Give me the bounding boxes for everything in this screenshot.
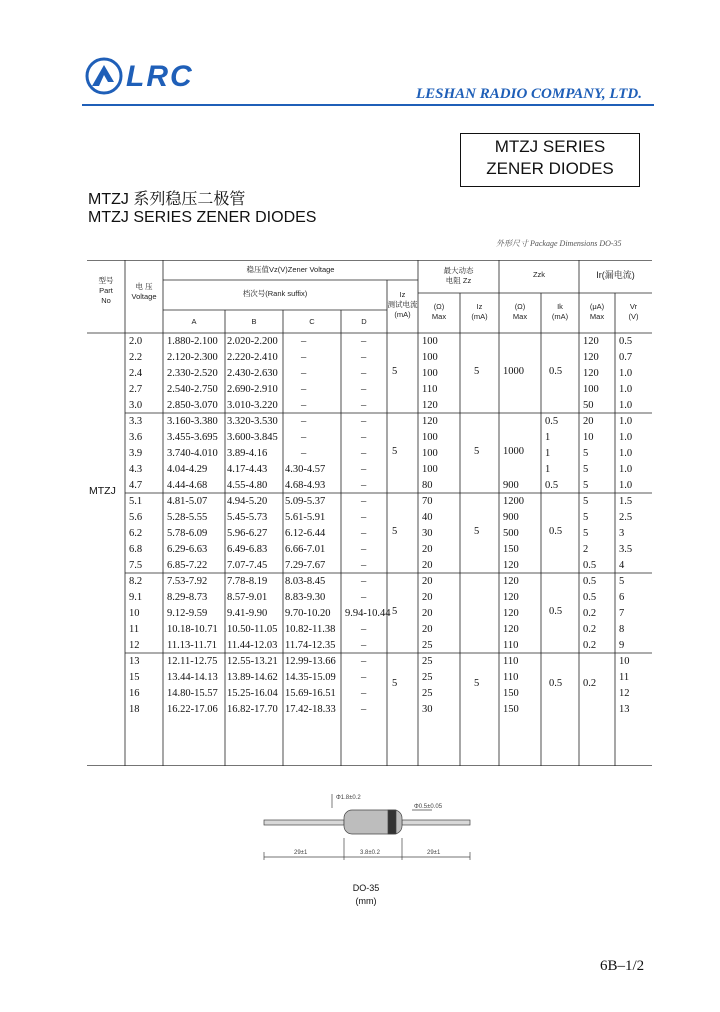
do35-package-diagram <box>262 786 472 876</box>
merged-ik: 0.5 <box>549 366 563 377</box>
title-chinese: MTZJ 系列稳压二极管 <box>88 191 246 208</box>
cell-c: 8.83-9.30 <box>285 592 326 603</box>
cell-vr: 0.7 <box>619 352 633 363</box>
cell-v: 6.8 <box>129 544 143 555</box>
cell-ir: 5 <box>583 448 589 459</box>
cell-d: – <box>361 592 367 603</box>
cell-ik: 0.5 <box>545 416 559 427</box>
cell-c: 4.68-4.93 <box>285 480 326 491</box>
cell-b: 4.94-5.20 <box>227 496 268 507</box>
header-ir-max <box>579 302 615 322</box>
header-vr <box>615 302 652 322</box>
cell-ir: 5 <box>583 528 589 539</box>
header-iz2-unit: (mA) <box>471 312 488 321</box>
cell-c: 5.61-5.91 <box>285 512 326 523</box>
header-voltage-cn: 电 压 <box>135 282 153 291</box>
cell-zzk: 120 <box>503 608 519 619</box>
cell-c: – <box>301 336 307 347</box>
cell-ir: 5 <box>583 496 589 507</box>
merged-iz-test: 5 <box>392 606 398 617</box>
cell-zz: 30 <box>422 528 433 539</box>
cell-v: 12 <box>129 640 140 651</box>
header-zz-cn: 最大动态 <box>443 266 474 275</box>
cell-zz: 30 <box>422 704 433 715</box>
cell-vr: 12 <box>619 688 630 699</box>
cell-v: 6.2 <box>129 528 143 539</box>
cell-ik: 1 <box>545 432 551 443</box>
cell-d: – <box>361 336 367 347</box>
cell-ir: 0.2 <box>583 608 597 619</box>
cell-b: 16.82-17.70 <box>227 704 278 715</box>
dim-left-lead: 29±1 <box>294 850 308 856</box>
cell-ir: 0.5 <box>583 592 597 603</box>
cell-a: 7.53-7.92 <box>167 576 208 587</box>
cell-c: 5.09-5.37 <box>285 496 326 507</box>
merged-iz-test: 5 <box>392 526 398 537</box>
header-iz-test-unit: (mA) <box>394 310 411 319</box>
cell-ir: 0.2 <box>583 624 597 635</box>
cell-b: 4.55-4.80 <box>227 480 268 491</box>
cell-a: 6.29-6.63 <box>167 544 208 555</box>
cell-a: 6.85-7.22 <box>167 560 208 571</box>
cell-d: – <box>361 560 367 571</box>
cell-a: 4.81-5.07 <box>167 496 208 507</box>
cell-vr: 8 <box>619 624 625 635</box>
cell-ir: 0.5 <box>583 576 597 587</box>
cell-zz: 25 <box>422 640 433 651</box>
cell-zzk: 110 <box>503 672 519 683</box>
series-box <box>460 133 640 187</box>
cell-b: 7.78-8.19 <box>227 576 268 587</box>
cell-c: – <box>301 384 307 395</box>
cell-v: 11 <box>129 624 140 635</box>
cell-b: 5.45-5.73 <box>227 512 268 523</box>
cell-c: 10.82-11.38 <box>285 624 336 635</box>
cell-a: 9.12-9.59 <box>167 608 208 619</box>
cell-b: 10.50-11.05 <box>227 624 278 635</box>
header-rank-b: B <box>251 317 257 326</box>
cell-d: – <box>361 432 367 443</box>
cell-ir: 5 <box>583 480 589 491</box>
cell-a: 3.740-4.010 <box>167 448 218 459</box>
cell-vr: 1.0 <box>619 416 633 427</box>
cell-zz: 100 <box>422 432 438 443</box>
cell-b: 2.690-2.910 <box>227 384 278 395</box>
cell-b: 15.25-16.04 <box>227 688 278 699</box>
cell-a: 12.11-12.75 <box>167 656 218 667</box>
header-rank-d: D <box>361 317 367 326</box>
cell-vr: 1.0 <box>619 400 633 411</box>
cell-c: 12.99-13.66 <box>285 656 336 667</box>
cell-c: 17.42-18.33 <box>285 704 336 715</box>
cell-b: 3.320-3.530 <box>227 416 278 427</box>
cell-b: 2.430-2.630 <box>227 368 278 379</box>
header-ik <box>541 302 579 322</box>
cell-c: 7.29-7.67 <box>285 560 326 571</box>
cell-c: – <box>301 400 307 411</box>
cell-vr: 5 <box>619 576 625 587</box>
cell-ir: 100 <box>583 384 599 395</box>
merged-iz2: 5 <box>474 678 480 689</box>
cell-ir: 5 <box>583 464 589 475</box>
cell-v: 13 <box>129 656 140 667</box>
header-part-no-label: No <box>101 296 111 305</box>
cell-d: – <box>361 416 367 427</box>
cell-b: 12.55-13.21 <box>227 656 278 667</box>
header-zener-voltage: 稳压值Vz(V)Zener Voltage <box>246 265 335 274</box>
merged-ik: 0.5 <box>549 526 563 537</box>
cell-vr: 0.5 <box>619 336 633 347</box>
cell-b: 3.010-3.220 <box>227 400 278 411</box>
cell-c: – <box>301 352 307 363</box>
header-ik-unit: (mA) <box>551 312 569 321</box>
cell-b: 3.89-4.16 <box>227 448 268 459</box>
cell-b: 4.17-4.43 <box>227 464 268 475</box>
cell-v: 15 <box>129 672 140 683</box>
cell-v: 3.6 <box>129 432 143 443</box>
cell-a: 5.28-5.55 <box>167 512 208 523</box>
cell-vr: 7 <box>619 608 625 619</box>
part-family-label: MTZJ <box>89 485 116 497</box>
cell-vr: 1.0 <box>619 432 633 443</box>
header-zzk-max <box>499 302 541 322</box>
cell-zz: 100 <box>422 448 438 459</box>
cell-a: 13.44-14.13 <box>167 672 218 683</box>
cell-d: – <box>361 352 367 363</box>
header-zzk-unit: (Ω) <box>514 302 526 311</box>
cell-vr: 1.0 <box>619 368 633 379</box>
cell-b: 2.020-2.200 <box>227 336 278 347</box>
cell-a: 10.18-10.71 <box>167 624 218 635</box>
cell-c: – <box>301 416 307 427</box>
header-iz-test <box>387 290 418 320</box>
cell-v: 8.2 <box>129 576 143 587</box>
cell-d: – <box>361 544 367 555</box>
cell-a: 1.880-2.100 <box>167 336 218 347</box>
cell-d: – <box>361 464 367 475</box>
cell-d: – <box>361 576 367 587</box>
cell-zzk: 120 <box>503 592 519 603</box>
cell-c: 8.03-8.45 <box>285 576 326 587</box>
cell-ik: 1 <box>545 448 551 459</box>
header-zzk-group: Zzk <box>532 270 546 279</box>
cell-d: – <box>361 384 367 395</box>
header-iz-test-cn: 测试电流 <box>387 300 418 309</box>
cell-zzk: 900 <box>503 480 519 491</box>
cell-zz: 25 <box>422 656 433 667</box>
cell-vr: 13 <box>619 704 630 715</box>
cell-zz: 20 <box>422 576 433 587</box>
header-ik-symbol: Ik <box>557 302 563 311</box>
header-voltage-en: Voltage <box>131 292 157 301</box>
cell-zzk: 150 <box>503 544 519 555</box>
cell-b: 11.44-12.03 <box>227 640 278 651</box>
cell-d: – <box>361 400 367 411</box>
merged-ir: 0.2 <box>583 678 597 689</box>
header-zz-symbol: 电阻 Zz <box>445 276 472 285</box>
diagram-caption-package: DO-35 <box>352 883 380 893</box>
cell-zz: 80 <box>422 480 433 491</box>
cell-zz: 120 <box>422 416 438 427</box>
cell-v: 9.1 <box>129 592 143 603</box>
cell-zz: 120 <box>422 400 438 411</box>
header-part-cn: 型号 <box>98 276 114 285</box>
cell-zzk: 150 <box>503 704 519 715</box>
header-zz-group <box>418 266 499 286</box>
cell-d: – <box>361 624 367 635</box>
merged-iz-test: 5 <box>392 446 398 457</box>
header-zzk-max-label: Max <box>512 312 528 321</box>
cell-b: 9.41-9.90 <box>227 608 268 619</box>
cell-c: – <box>301 432 307 443</box>
merged-iz2: 5 <box>474 446 480 457</box>
cell-zz: 20 <box>422 624 433 635</box>
cell-b: 13.89-14.62 <box>227 672 278 683</box>
cell-ir: 0.2 <box>583 640 597 651</box>
cell-zz: 40 <box>422 512 433 523</box>
cell-ik: 1 <box>545 464 551 475</box>
cell-zz: 25 <box>422 688 433 699</box>
header-ir-max-label: Max <box>589 312 605 321</box>
cell-zzk: 1200 <box>503 496 524 507</box>
cell-c: 9.70-10.20 <box>285 608 331 619</box>
cell-zz: 20 <box>422 592 433 603</box>
cell-c: 15.69-16.51 <box>285 688 336 699</box>
cell-d: – <box>361 480 367 491</box>
merged-ik: 0.5 <box>549 678 563 689</box>
cell-zzk: 900 <box>503 512 519 523</box>
cell-v: 5.6 <box>129 512 143 523</box>
cell-v: 7.5 <box>129 560 143 571</box>
cell-vr: 6 <box>619 592 625 603</box>
cell-ir: 0.5 <box>583 560 597 571</box>
cell-v: 3.3 <box>129 416 143 427</box>
logo-text: LRC <box>126 60 194 93</box>
header-voltage <box>125 282 163 302</box>
cell-zz: 100 <box>422 368 438 379</box>
cell-b: 3.600-3.845 <box>227 432 278 443</box>
cell-vr: 3.5 <box>619 544 633 555</box>
cell-c: 6.12-6.44 <box>285 528 326 539</box>
cell-d: – <box>361 640 367 651</box>
cell-d: – <box>361 512 367 523</box>
merged-zzk: 1000 <box>503 446 524 457</box>
cell-d: – <box>361 448 367 459</box>
cell-c: – <box>301 368 307 379</box>
cell-zz: 20 <box>422 560 433 571</box>
cell-vr: 3 <box>619 528 625 539</box>
cell-a: 2.850-3.070 <box>167 400 218 411</box>
cell-v: 2.7 <box>129 384 143 395</box>
cell-zz: 20 <box>422 544 433 555</box>
cell-a: 4.44-4.68 <box>167 480 208 491</box>
cell-v: 4.7 <box>129 480 143 491</box>
cell-zz: 100 <box>422 464 438 475</box>
cell-a: 4.04-4.29 <box>167 464 208 475</box>
cell-d: 9.94-10.44 <box>345 608 391 619</box>
cell-ir: 120 <box>583 352 599 363</box>
dim-body-diameter: Φ1.8±0.2 <box>336 795 361 801</box>
cell-zz: 110 <box>422 384 438 395</box>
cell-zzk: 110 <box>503 640 519 651</box>
cell-zzk: 150 <box>503 688 519 699</box>
cell-ir: 120 <box>583 336 599 347</box>
cell-ir: 5 <box>583 512 589 523</box>
cell-c: 11.74-12.35 <box>285 640 336 651</box>
cell-vr: 1.0 <box>619 480 633 491</box>
cell-v: 3.0 <box>129 400 143 411</box>
cell-v: 2.4 <box>129 368 143 379</box>
cell-ir: 2 <box>583 544 589 555</box>
cell-a: 2.330-2.520 <box>167 368 218 379</box>
merged-iz2: 5 <box>474 366 480 377</box>
cell-d: – <box>361 368 367 379</box>
cell-d: – <box>361 672 367 683</box>
cell-zz: 25 <box>422 672 433 683</box>
cell-a: 5.78-6.09 <box>167 528 208 539</box>
header-iz-test-symbol: Iz <box>399 290 406 299</box>
cell-vr: 1.5 <box>619 496 633 507</box>
merged-iz-test: 5 <box>392 366 398 377</box>
header-ir-unit: (μA) <box>589 302 605 311</box>
cell-a: 3.455-3.695 <box>167 432 218 443</box>
cell-zzk: 120 <box>503 560 519 571</box>
cell-vr: 1.0 <box>619 464 633 475</box>
cell-d: – <box>361 528 367 539</box>
cell-vr: 1.0 <box>619 448 633 459</box>
cell-b: 8.57-9.01 <box>227 592 268 603</box>
header-rank-suffix: 档次号(Rank suffix) <box>242 289 308 298</box>
cell-b: 5.96-6.27 <box>227 528 268 539</box>
merged-iz-test: 5 <box>392 678 398 689</box>
cell-v: 2.0 <box>129 336 143 347</box>
header-rank-c: C <box>309 317 315 326</box>
cell-d: – <box>361 704 367 715</box>
cell-v: 16 <box>129 688 140 699</box>
cell-vr: 1.0 <box>619 384 633 395</box>
cell-ir: 20 <box>583 416 594 427</box>
cell-c: 14.35-15.09 <box>285 672 336 683</box>
merged-zzk: 1000 <box>503 366 524 377</box>
header-zz-unit: (Ω) <box>433 302 445 311</box>
cell-zz: 20 <box>422 608 433 619</box>
header-rank-a: A <box>191 317 197 326</box>
cell-c: – <box>301 448 307 459</box>
cell-a: 2.540-2.750 <box>167 384 218 395</box>
series-line-1: MTZJ SERIES <box>494 137 606 156</box>
cell-d: – <box>361 656 367 667</box>
header-zz-max-label: Max <box>431 312 447 321</box>
merged-iz2: 5 <box>474 526 480 537</box>
cell-d: – <box>361 496 367 507</box>
dim-right-lead: 29±1 <box>427 850 441 856</box>
header-part-en: Part <box>99 286 113 295</box>
cell-b: 7.07-7.45 <box>227 560 268 571</box>
spec-table <box>87 260 652 766</box>
dim-body-length: 3.8±0.2 <box>360 850 380 856</box>
cell-d: – <box>361 688 367 699</box>
cell-v: 3.9 <box>129 448 143 459</box>
header-part-no <box>87 276 125 306</box>
cell-v: 18 <box>129 704 140 715</box>
cell-ir: 10 <box>583 432 594 443</box>
cell-a: 8.29-8.73 <box>167 592 208 603</box>
cell-ik: 0.5 <box>545 480 559 491</box>
cell-vr: 10 <box>619 656 630 667</box>
header-zz-max <box>418 302 460 322</box>
merged-ik: 0.5 <box>549 606 563 617</box>
cell-b: 6.49-6.83 <box>227 544 268 555</box>
title-english: MTZJ SERIES ZENER DIODES <box>88 209 317 226</box>
cell-a: 3.160-3.380 <box>167 416 218 427</box>
cell-v: 4.3 <box>129 464 143 475</box>
cell-zz: 100 <box>422 336 438 347</box>
cell-vr: 2.5 <box>619 512 633 523</box>
header-ir-group: Ir(漏电流) <box>596 270 635 280</box>
cell-c: 6.66-7.01 <box>285 544 326 555</box>
cell-a: 11.13-11.71 <box>167 640 217 651</box>
cell-a: 16.22-17.06 <box>167 704 218 715</box>
header-iz2 <box>460 302 499 322</box>
diagram-caption <box>336 882 396 908</box>
dim-lead-diameter: Φ0.5±0.05 <box>414 804 443 810</box>
cell-vr: 4 <box>619 560 625 571</box>
diagram-caption-unit: (mm) <box>355 896 377 906</box>
cell-vr: 9 <box>619 640 625 651</box>
cell-v: 2.2 <box>129 352 143 363</box>
page-number: 6B–1/2 <box>600 958 645 974</box>
cell-ir: 120 <box>583 368 599 379</box>
cell-v: 5.1 <box>129 496 143 507</box>
header-vr-symbol: Vr <box>629 302 638 311</box>
header-vr-unit: (V) <box>628 312 639 321</box>
cell-c: 4.30-4.57 <box>285 464 326 475</box>
cell-zzk: 500 <box>503 528 519 539</box>
cell-zzk: 120 <box>503 624 519 635</box>
cell-vr: 11 <box>619 672 630 683</box>
company-name: LESHAN RADIO COMPANY, LTD. <box>416 86 643 102</box>
header-iz2-symbol: Iz <box>476 302 483 311</box>
cell-zz: 70 <box>422 496 433 507</box>
cell-b: 2.220-2.410 <box>227 352 278 363</box>
cell-v: 10 <box>129 608 140 619</box>
series-line-2: ZENER DIODES <box>486 159 614 178</box>
cell-a: 14.80-15.57 <box>167 688 218 699</box>
package-dimensions-note: 外形尺寸 Package Dimensions DO-35 <box>496 239 622 248</box>
cell-zzk: 110 <box>503 656 519 667</box>
cell-a: 2.120-2.300 <box>167 352 218 363</box>
lrc-logo-icon <box>84 56 124 96</box>
cell-zz: 100 <box>422 352 438 363</box>
header-rule <box>82 104 654 106</box>
cell-ir: 50 <box>583 400 594 411</box>
cell-zzk: 120 <box>503 576 519 587</box>
